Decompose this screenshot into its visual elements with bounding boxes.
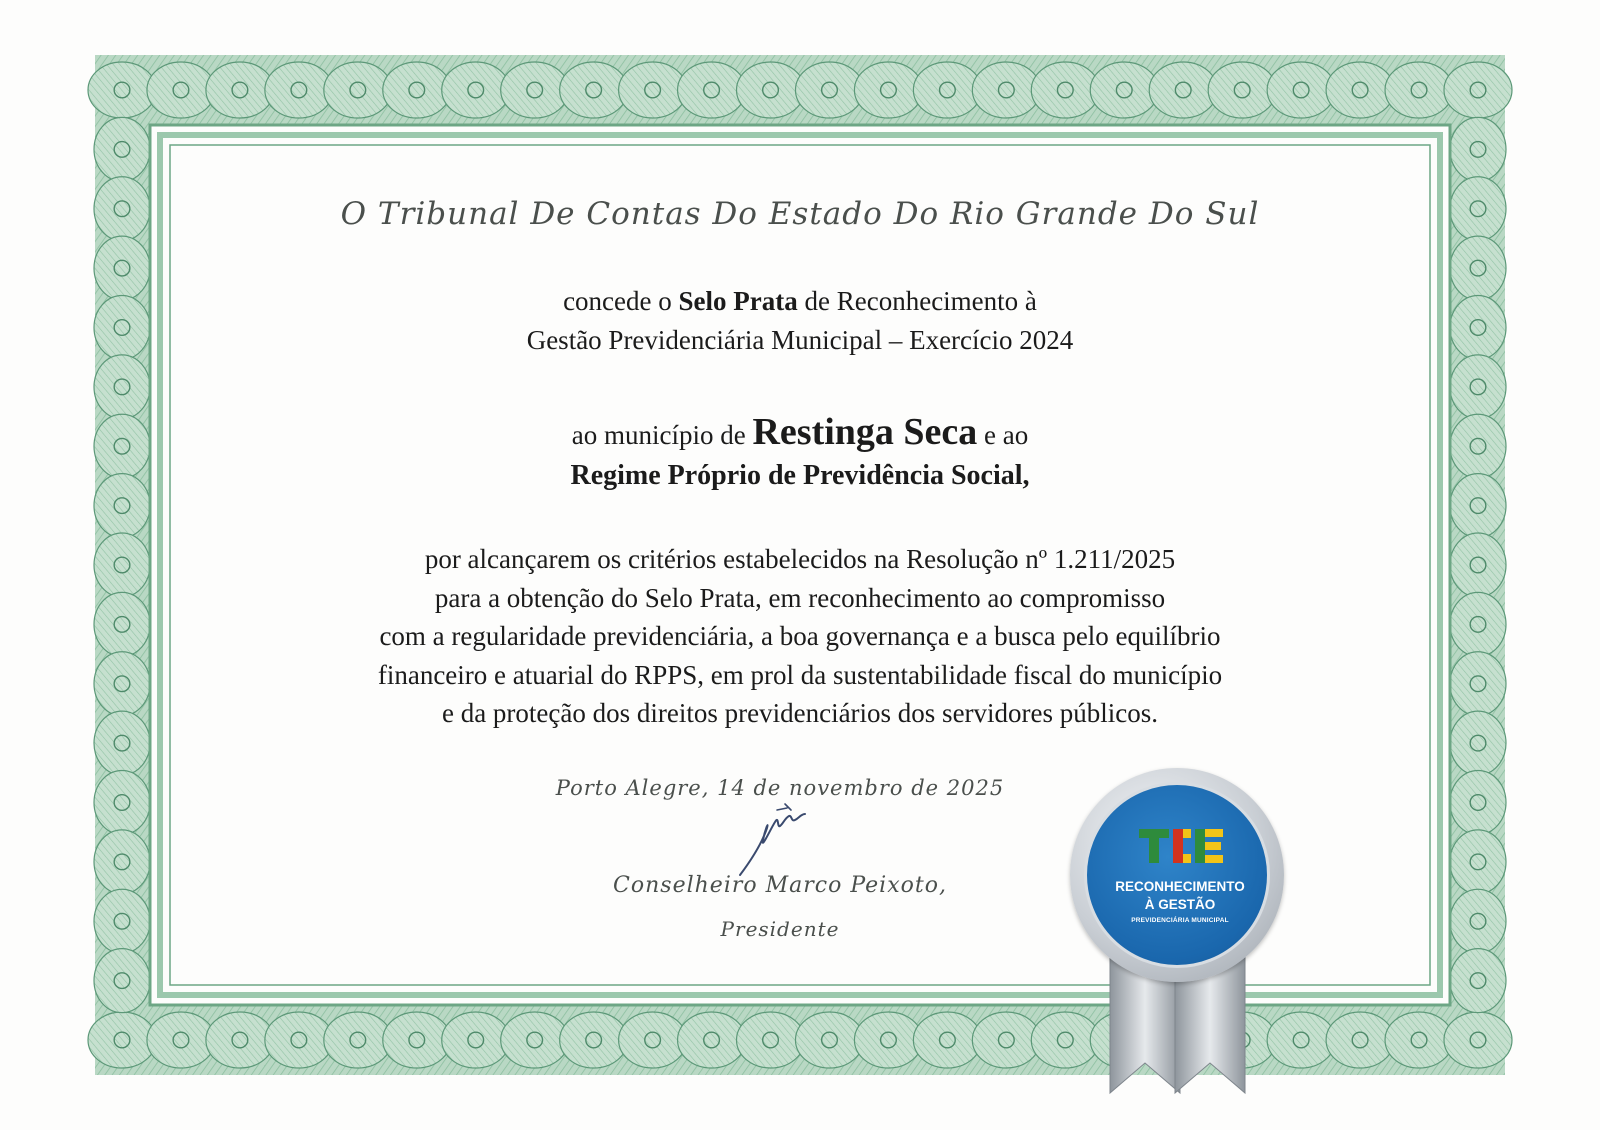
border-scallop <box>560 1012 628 1068</box>
border-scallop <box>678 62 746 118</box>
border-scallop <box>88 62 156 118</box>
border-scallop <box>913 62 981 118</box>
border-scallop <box>972 62 1040 118</box>
border-scallop <box>1444 1012 1512 1068</box>
grant-line-2: Gestão Previdenciária Municipal – Exercício 2024 <box>526 325 1074 355</box>
border-scallop <box>1450 771 1506 835</box>
border-scallop <box>1208 62 1276 118</box>
seal-inner-disc <box>1084 782 1270 968</box>
border-scallop <box>795 1012 863 1068</box>
body-line: por alcançarem os critérios estabelecidos na Resolução nº 1.211/2025 <box>424 544 1176 574</box>
tribunal-heading: O Tribunal De Contas Do Estado Do Rio Grande Do Sul <box>340 196 1260 232</box>
border-scallop <box>94 949 150 1013</box>
border-scallop <box>442 62 510 118</box>
signer-role: Presidente <box>720 917 840 941</box>
border-scallop <box>501 1012 569 1068</box>
recipient-prefix: ao município de <box>571 420 753 450</box>
border-scallop <box>795 62 863 118</box>
border-scallop <box>265 62 333 118</box>
border-scallop <box>1267 62 1335 118</box>
border-scallop <box>619 62 687 118</box>
border-scallop <box>94 117 150 181</box>
border-scallop <box>1385 1012 1453 1068</box>
body-line: e da proteção dos direitos previdenciários dos servidores públicos. <box>441 698 1159 728</box>
border-scallop <box>206 1012 274 1068</box>
tce-logo-icon <box>1139 827 1223 865</box>
border-scallop <box>619 1012 687 1068</box>
seal-text-line-2: À GESTÃO <box>1144 897 1216 912</box>
border-scallop <box>94 830 150 894</box>
border-scallop <box>1326 1012 1394 1068</box>
border-scallop <box>265 1012 333 1068</box>
border-scallop <box>324 1012 392 1068</box>
border-scallop <box>1450 830 1506 894</box>
border-scallop <box>560 62 628 118</box>
body-line: para a obtenção do Selo Prata, em reconhecimento ao compromisso <box>434 582 1166 613</box>
border-scallop <box>501 62 569 118</box>
border-scallop <box>94 889 150 953</box>
body-line: com a regularidade previdenciária, a boa governança e a busca pelo equilíbrio <box>379 621 1221 651</box>
municipality-name: Restinga Seca <box>752 411 978 453</box>
signature-mark <box>735 800 825 880</box>
grant-prefix: concede o <box>563 286 679 316</box>
border-scallop <box>737 1012 805 1068</box>
border-scallop <box>1450 889 1506 953</box>
border-scallop <box>383 1012 451 1068</box>
border-scallop <box>1326 62 1394 118</box>
border-scallop <box>1149 62 1217 118</box>
recognition-seal <box>1070 768 1300 1098</box>
border-scallop <box>854 1012 922 1068</box>
border-scallop <box>1031 62 1099 118</box>
body-text <box>0 540 1600 733</box>
border-scallop <box>383 62 451 118</box>
grant-line-1 <box>0 286 1600 317</box>
selo-prata: Selo Prata <box>678 286 798 316</box>
border-scallop <box>1090 62 1158 118</box>
border-scallop <box>324 62 392 118</box>
border-scallop <box>854 62 922 118</box>
border-scallop <box>147 1012 215 1068</box>
seal-text-line-3: PREVIDENCIÁRIA MUNICIPAL <box>1131 917 1229 924</box>
body-line: financeiro e atuarial do RPPS, em prol da sustentabilidade fiscal do município <box>377 659 1223 690</box>
border-scallop <box>737 62 805 118</box>
date-line: Porto Alegre, 14 de novembro de 2025 <box>555 776 1005 800</box>
recipient-entity: Regime Próprio de Previdência Social, <box>570 460 1030 491</box>
border-scallop <box>678 1012 746 1068</box>
recipient-suffix: e ao <box>977 420 1029 450</box>
seal-outer-ring <box>1070 768 1284 982</box>
border-scallop <box>1385 62 1453 118</box>
border-scallop <box>972 1012 1040 1068</box>
border-scallop <box>94 771 150 835</box>
signer-name: Conselheiro Marco Peixoto, <box>613 873 947 898</box>
border-scallop <box>147 62 215 118</box>
border-scallop <box>913 1012 981 1068</box>
border-scallop <box>1450 117 1506 181</box>
border-scallop <box>1450 949 1506 1013</box>
seal-text-line-1: RECONHECIMENTO <box>1115 879 1245 894</box>
recipient-line-1 <box>0 410 1600 454</box>
border-scallop <box>88 1012 156 1068</box>
border-scallop <box>206 62 274 118</box>
grant-suffix: de Reconhecimento à <box>797 286 1037 316</box>
border-scallop <box>1444 62 1512 118</box>
border-scallop <box>442 1012 510 1068</box>
